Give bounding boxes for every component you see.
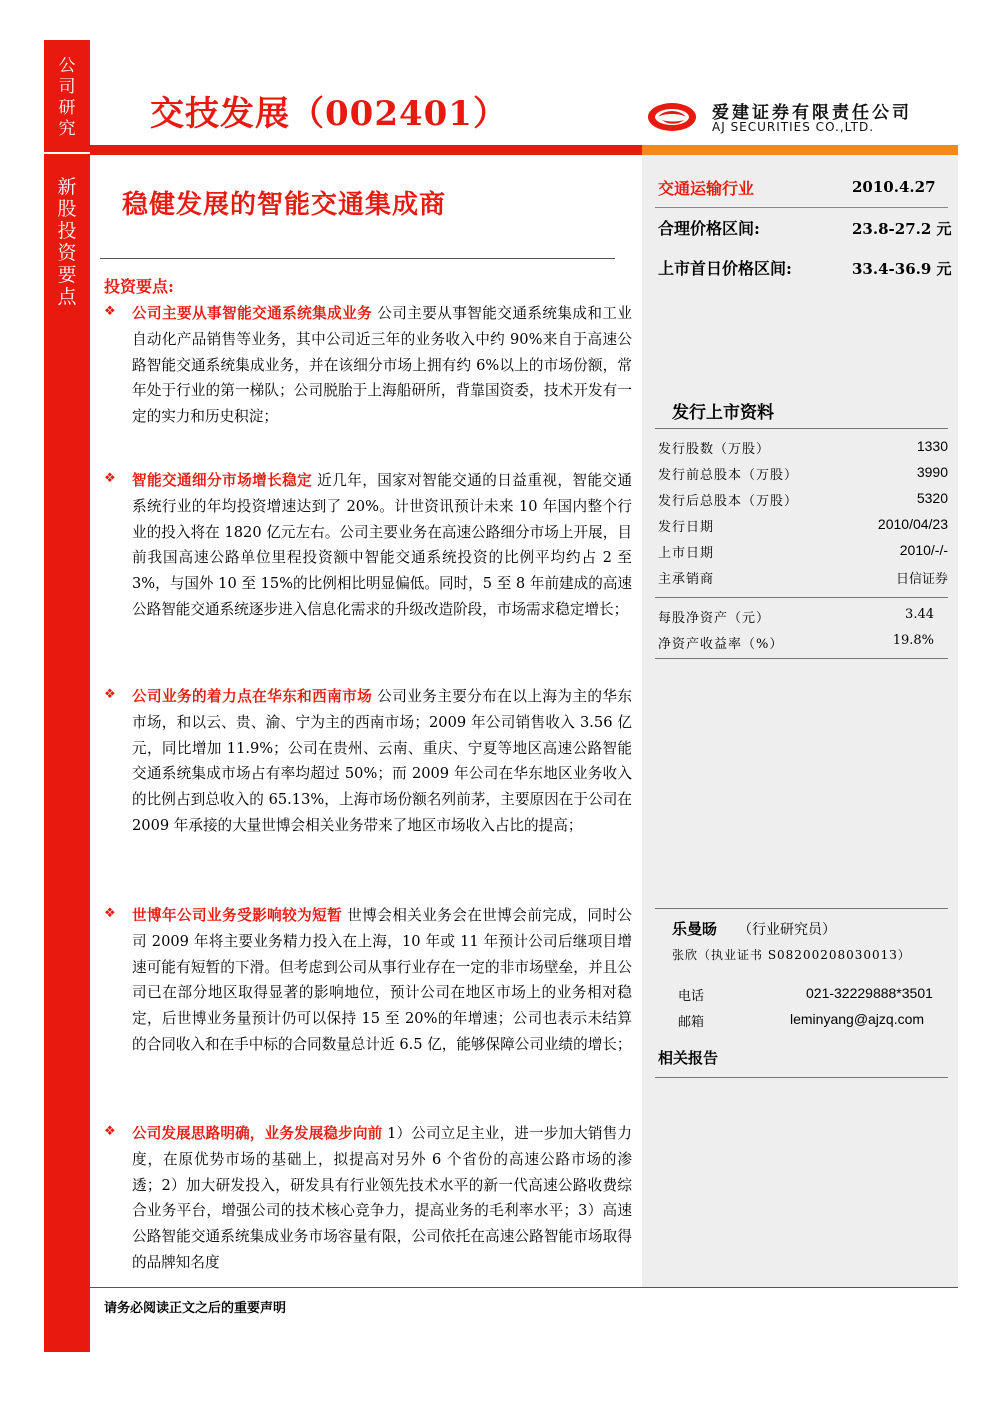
issue-row-label: 上市日期 (658, 546, 715, 561)
diamond-bullet-icon: ❖ (104, 1124, 116, 1139)
investment-point-body: 近几年，国家对智能交通的日益重视，智能交通系统行业的年均投资增速达到了 20%。计世资讯预计未来 10 年国内整个行业的投入将在 1820 亿元左右。公司主要业务在高速公路细分市场上开展，目前我国高速公路单位里程投资额中智能交通系统投资的比例平均约占 2 至 3%，与国外 10 至 15%的比例相比明显偏低。同时，5 至 8 年前建成的高速公路智能交通系统逐步进入信息化需求的升级改造阶段，市场需求稳定增长； (132, 472, 633, 618)
investment-point (104, 301, 632, 430)
issue-row (658, 460, 948, 486)
panel-divider (655, 908, 948, 909)
company-title: 交技发展（002401） (150, 94, 508, 134)
investment-point-text (132, 468, 632, 623)
diamond-bullet-icon: ❖ (104, 304, 116, 319)
issue-row (658, 486, 948, 512)
financial-row-label: 净资产收益率（%） (658, 637, 784, 652)
issue-row-value: 5320 (916, 490, 948, 506)
financial-row-value: 3.44 (905, 607, 934, 622)
investment-point-head: 公司业务的着力点在华东和西南市场 (132, 688, 373, 705)
aj-logo-icon (646, 100, 698, 134)
financial-row (658, 603, 948, 629)
investment-point-head: 公司主要从事智能交通系统集成业务 (132, 305, 373, 322)
investment-point-body: 1）公司立足主业，进一步加大销售力度，在原优势市场的基础上，拟提高对另外 6 个省份的高速公路市场的渗透；2）加大研发投入，研发具有行业领先技术水平的新一代高速公路收费综合业务平台，增强公司的技术核心竞争力，提高业务的毛利率水平；3）高速公路智能交通系统集成业务市场容量有限，公司依托在高速公路智能市场取得的品牌知名度 (132, 1125, 632, 1271)
investment-point-body: 公司业务主要分布在以上海为主的华东市场，和以云、贵、渝、宁为主的西南市场；2009 年公司销售收入 3.56 亿元，同比增加 11.9%；公司在贵州、云南、重庆、宁夏等地区高速公路智能交通系统集成市场占有率均超过 50%；而 2009 年公司在华东地区业务收入的比例占到总收入的 65.13%，上海市场份额名列前茅，主要原因在于公司在 2009 年承接的大量世博会相关业务带来了地区市场收入占比的提高； (132, 688, 632, 834)
footer-divider (90, 1287, 958, 1288)
panel-divider (655, 1077, 948, 1078)
summary-panel (642, 155, 958, 1287)
investment-point-text (132, 684, 632, 839)
issue-row-value: 2010/-/- (899, 542, 948, 558)
side-label-report-type: 公 司 研 究 (58, 56, 76, 139)
issue-row-value: 日信证券 (895, 572, 948, 587)
financial-row (658, 629, 948, 655)
issue-row (658, 538, 948, 564)
issue-row-value: 1330 (916, 438, 948, 454)
investment-point-head: 智能交通细分市场增长稳定 (132, 472, 313, 489)
investment-point-head: 公司发展思路明确，业务发展稳步向前 (132, 1125, 383, 1142)
diamond-bullet-icon: ❖ (104, 906, 116, 921)
financial-row-value: 19.8% (892, 633, 934, 648)
logo-english-name: AJ SECURITIES CO.,LTD. (712, 120, 875, 134)
investment-point (104, 903, 632, 1058)
email-label: 邮箱 (678, 1015, 705, 1030)
investment-point-body: 世博会相关业务会在世博会前完成，同时公司 2009 年将主要业务精力投入在上海，10 年或 11 年预计公司后继项目增速可能有短暂的下滑。但考虑到公司从事行业存在一定的非市场壁垒，并且公司已在部分地区取得显著的影响地位，预计公司在地区市场上的业务相对稳定，后世博业务量预计仍可以保持 15 至 20%的年增速；公司也表示未结算的合同收入和在手中标的合同数量总计近 6.5 亿，能够保障公司业绩的增长； (132, 907, 632, 1053)
phone-value: 021-32229888*3501 (806, 985, 933, 1001)
panel-divider (655, 207, 948, 208)
issue-row-label: 发行股数（万股） (658, 442, 771, 457)
investment-point-text (132, 1121, 632, 1276)
issue-row-label: 发行前总股本（万股） (658, 468, 799, 483)
issue-row (658, 434, 948, 460)
phone-label: 电话 (678, 989, 705, 1004)
investment-point-body: 公司主要从事智能交通系统集成和工业自动化产品销售等业务，其中公司近三年的业务收入中约 90%来自于高速公路智能交通系统集成业务，并在该细分市场上拥有约 6%以上的市场份额，常年处于行业的第一梯队；公司脱胎于上海船研所，背靠国资委，技术开发有一定的实力和历史积淀； (132, 305, 632, 426)
related-reports-heading: 相关报告 (658, 1049, 719, 1067)
investment-point (104, 468, 632, 623)
header-rule-orange (642, 145, 958, 155)
issue-row-label: 主承销商 (658, 572, 715, 587)
issue-row (658, 564, 948, 590)
issue-row-value: 2010/04/23 (877, 516, 948, 532)
header-rule-red (90, 145, 642, 155)
issue-row-label: 发行后总股本（万股） (658, 494, 799, 509)
investment-point (104, 684, 632, 839)
fair-price-label: 合理价格区间: (658, 219, 760, 238)
investment-point-head: 世博年公司业务受影响较为短暂 (132, 907, 343, 924)
diamond-bullet-icon: ❖ (104, 471, 116, 486)
report-title: 稳健发展的智能交通集成商 (122, 190, 447, 220)
panel-divider (655, 428, 948, 429)
analyst-name: 乐曼旸 (672, 920, 718, 938)
investment-point (104, 1121, 632, 1276)
investment-point-text (132, 903, 632, 1058)
analyst-role: （行业研究员） (738, 922, 836, 938)
investment-point-text (132, 301, 632, 430)
issue-row (658, 512, 948, 538)
diamond-bullet-icon: ❖ (104, 687, 116, 702)
issue-row-value: 3990 (916, 464, 948, 480)
report-date: 2010.4.27 (852, 178, 936, 196)
panel-divider (655, 658, 948, 659)
email-link[interactable]: leminyang@ajzq.com (790, 1011, 925, 1027)
disclaimer-note: 请务必阅读正文之后的重要声明 (104, 1301, 287, 1316)
title-divider (100, 258, 615, 259)
first-day-price-value: 33.4-36.9 元 (852, 260, 952, 278)
section-heading: 投资要点: (104, 277, 174, 296)
first-day-price-label: 上市首日价格区间: (658, 259, 792, 278)
side-label-report-category: 新 股 投 资 要 点 (57, 176, 77, 308)
aj-securities-logo (640, 96, 950, 140)
financial-row-label: 每股净资产（元） (658, 611, 771, 626)
fair-price-value: 23.8-27.2 元 (852, 220, 952, 238)
panel-divider (655, 597, 948, 598)
industry-label: 交通运输行业 (658, 179, 755, 198)
co-analyst: 张欣（执业证书 S0820020803001З） (672, 948, 911, 962)
issue-info-heading: 发行上市资料 (672, 403, 774, 423)
logo-chinese-name: 爱建证券有限责任公司 (712, 103, 912, 123)
issue-row-label: 发行日期 (658, 520, 715, 535)
